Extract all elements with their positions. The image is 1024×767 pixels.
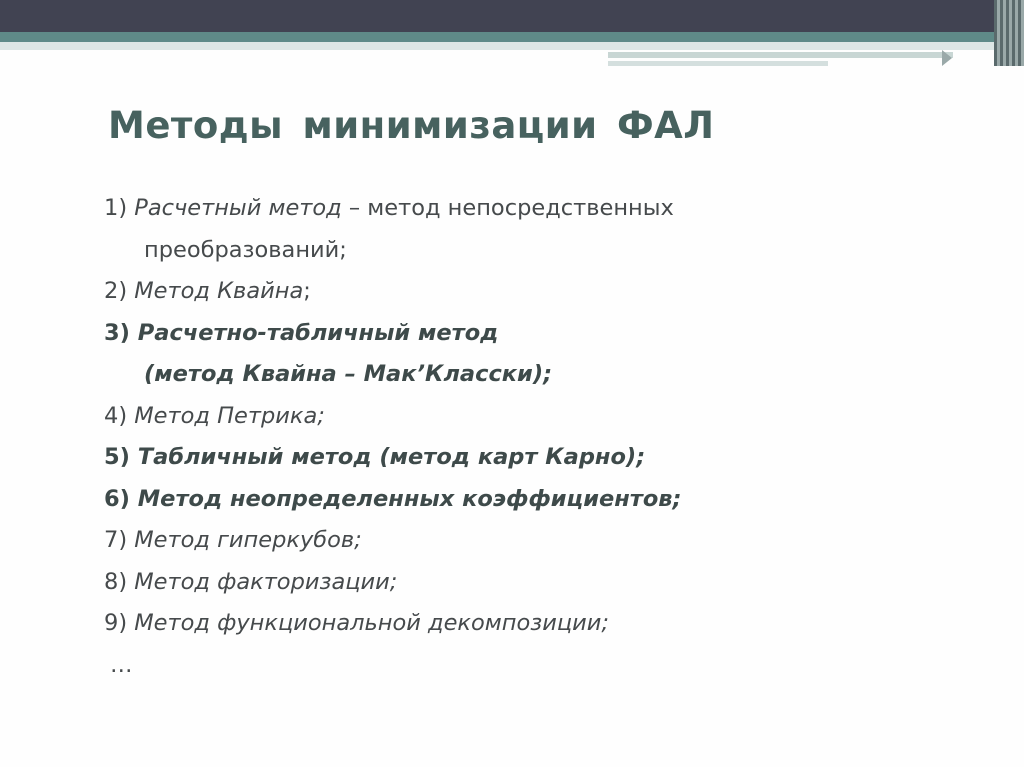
slide-title: Методы минимизации ФАЛ (108, 104, 715, 147)
list-item-8 (104, 562, 964, 604)
item-method: Метод функциональной декомпозиции; (134, 610, 609, 636)
top-bar-teal (0, 32, 1024, 42)
item-number: 5) (104, 444, 130, 470)
list-item-4 (104, 396, 964, 438)
item-method: Расчетный метод (134, 195, 342, 221)
item-text: … (110, 651, 133, 678)
item-number: 3) (104, 319, 130, 346)
item-method: Метод неопределенных коэффициентов; (137, 485, 682, 512)
item-method: (метод Квайна – Мак’Класски); (144, 361, 553, 387)
triangle-marker (942, 50, 952, 66)
item-number: 1) (104, 195, 128, 221)
item-method: Метод Петрика; (134, 402, 325, 429)
item-text: ; (303, 278, 311, 304)
item-text: – метод непосредственных (341, 195, 674, 221)
list-item-ellipsis (104, 645, 964, 687)
item-number: 9) (104, 610, 128, 636)
list-item-3 (104, 313, 964, 355)
item-number: 2) (104, 278, 128, 304)
list-item-5 (104, 437, 964, 479)
methods-list (104, 188, 964, 686)
accent-stripe (608, 52, 953, 58)
item-number: 6) (104, 485, 130, 512)
top-bar-light (0, 42, 1010, 50)
item-text: преобразований; (144, 236, 347, 263)
item-method: Метод гиперкубов; (134, 527, 362, 553)
item-method: Метод факторизации; (134, 568, 398, 595)
corner-stripes (994, 0, 1024, 66)
list-item-7 (104, 520, 964, 562)
item-number: 4) (104, 402, 128, 429)
item-method: Табличный метод (метод карт Карно); (137, 444, 646, 470)
list-item-3-continued (104, 354, 964, 396)
top-bar-dark (0, 0, 1024, 32)
list-item-2 (104, 271, 964, 313)
item-method: Расчетно-табличный метод (137, 319, 499, 346)
item-number: 8) (104, 568, 128, 595)
item-number: 7) (104, 527, 128, 553)
list-item-6 (104, 479, 964, 521)
list-item-1 (104, 188, 964, 230)
list-item-9 (104, 603, 964, 645)
accent-stripe-short (608, 61, 828, 66)
item-method: Метод Квайна (134, 278, 304, 304)
list-item-1-continued (104, 230, 964, 272)
